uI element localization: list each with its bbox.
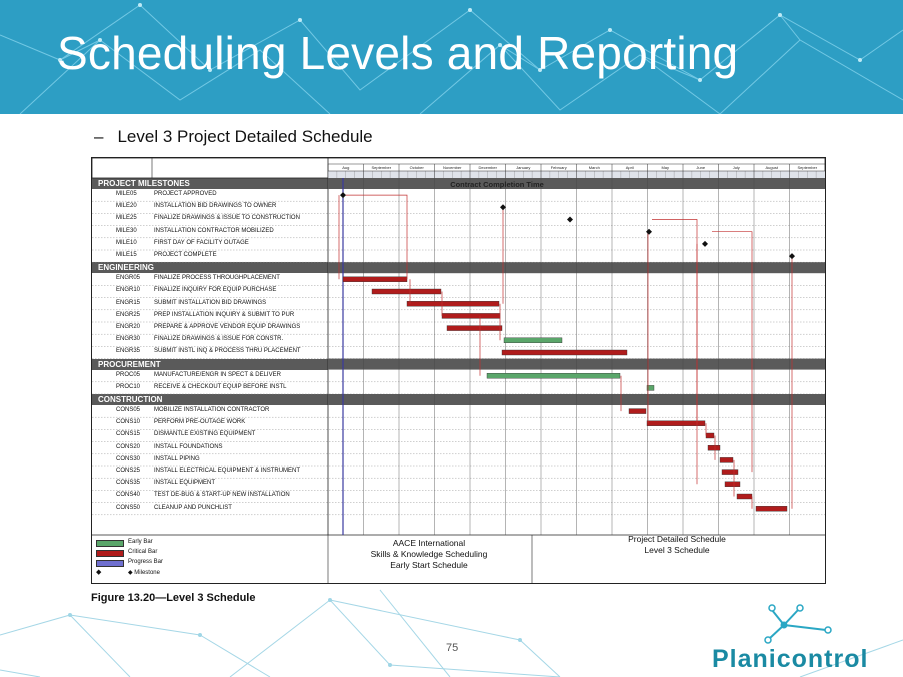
bullet-item [94, 127, 373, 147]
activity-id: MILE30 [116, 227, 137, 234]
activity-id: PROC05 [116, 371, 141, 378]
activity-id: CONS50 [116, 504, 141, 511]
activity-description: RECEIVE & CHECKOUT EQUIP BEFORE INSTL [154, 383, 287, 390]
month-label: Aug [342, 165, 350, 170]
activity-id: CONS10 [116, 419, 141, 426]
activity-description: FINALIZE DRAWINGS & ISSUE TO CONSTRUCTION [154, 215, 300, 222]
critical-bar [756, 506, 787, 511]
critical-bar [502, 350, 627, 355]
activity-id: PROC10 [116, 383, 141, 390]
month-label: March [588, 165, 600, 170]
activity-id: CONS25 [116, 468, 141, 474]
figure-caption: Figure 13.20—Level 3 Schedule [91, 592, 256, 604]
activity-id: CONS30 [116, 455, 141, 462]
legend-label: Early Bar [128, 539, 153, 545]
activity-description: INSTALL PIPING [154, 455, 200, 462]
activity-id: ENGR05 [116, 275, 141, 282]
activity-description: INSTALLATION BID DRAWINGS TO OWNER [154, 203, 277, 210]
legend-label: ◆ Milestone [128, 570, 160, 576]
month-label: February [550, 165, 567, 170]
critical-bar [720, 457, 733, 462]
activity-description: FIRST DAY OF FACILITY OUTAGE [154, 239, 249, 246]
month-label: January [516, 165, 531, 170]
activity-description: INSTALL ELECTRICAL EQUIPMENT & INSTRUMENT [154, 468, 301, 474]
activity-id: MILE20 [116, 203, 137, 210]
milestone-marker [340, 192, 346, 198]
month-label: August [765, 165, 778, 170]
critical-bar [708, 445, 720, 450]
section-label: CONSTRUCTION [98, 395, 163, 404]
activity-description: FINALIZE PROCESS THROUGHPLACEMENT [154, 275, 280, 282]
activity-description: MOBILIZE INSTALLATION CONTRACTOR [154, 407, 270, 413]
critical-bar [725, 482, 740, 487]
milestone-marker [702, 241, 708, 247]
critical-bar [442, 313, 500, 318]
activity-id: MILE25 [116, 215, 137, 222]
activity-description: MANUFACTURE/ENGR IN SPECT & DELIVER [154, 371, 281, 378]
bullet-text: Level 3 Project Detailed Schedule [117, 127, 373, 146]
activity-description: SUBMIT INSTALLATION BID DRAWINGS [154, 299, 267, 306]
schedule-chart [91, 157, 826, 584]
activity-id: ENGR30 [116, 336, 141, 343]
early-bar [504, 338, 562, 343]
milestone-marker [500, 204, 506, 210]
legend-label: Progress Bar [128, 559, 164, 565]
activity-description: FINALIZE DRAWINGS & ISSUE FOR CONSTR. [154, 336, 284, 343]
activity-id: MILE05 [116, 191, 137, 197]
month-label: December [478, 165, 497, 170]
bullet-dash: – [94, 127, 104, 146]
month-label: November [443, 165, 462, 170]
activity-id: CONS15 [116, 431, 141, 438]
footer-right-line: Project Detailed Schedule [628, 534, 726, 544]
critical-bar [407, 301, 499, 306]
activity-id: ENGR20 [116, 324, 141, 330]
activity-description: SUBMIT INSTL INQ & PROCESS THRU PLACEMENT [154, 348, 301, 355]
activity-description: INSTALL EQUIPMENT [154, 480, 216, 487]
month-label: April [625, 165, 634, 170]
footer-right [532, 534, 822, 556]
activity-description: PERFORM PRE-OUTAGE WORK [154, 419, 246, 426]
activity-description: PROJECT COMPLETE [154, 252, 217, 258]
critical-bar [629, 409, 646, 414]
activity-id: CONS40 [116, 492, 141, 499]
month-label: September [797, 165, 818, 170]
activity-description: DISMANTLE EXISTING EQUIPMENT [154, 431, 256, 438]
month-label: October [409, 165, 424, 170]
critical-bar [706, 433, 714, 438]
page-number: 75 [446, 642, 459, 654]
activity-description: FINALIZE INQUIRY FOR EQUIP PURCHASE [154, 287, 277, 294]
footer-center-line: Skills & Knowledge Scheduling [370, 549, 488, 559]
activity-description: PREPARE & APPROVE VENDOR EQUIP DRAWINGS [154, 324, 301, 330]
critical-bar [647, 421, 705, 426]
footer-right-line: Level 3 Schedule [644, 545, 710, 555]
legend-label: Critical Bar [128, 549, 158, 555]
legend-swatch: ◆ [96, 569, 102, 576]
activity-description: INSTALL FOUNDATIONS [154, 443, 223, 450]
brand-logo: Planicontrol [712, 645, 869, 673]
section-label: PROJECT MILESTONES [98, 179, 190, 188]
month-label: May [661, 165, 670, 170]
critical-bar [722, 470, 738, 475]
activity-id: ENGR15 [116, 299, 141, 306]
activity-description: PREP INSTALLATION INQUIRY & SUBMIT TO PUR [154, 311, 295, 318]
month-label: September [371, 165, 392, 170]
slide-title: Scheduling Levels and Reporting [57, 27, 739, 79]
activity-description: CLEANUP AND PUNCHLIST [154, 504, 232, 511]
milestone-marker [646, 229, 652, 235]
activity-id: ENGR10 [116, 287, 141, 294]
activity-id: CONS35 [116, 480, 141, 487]
footer-center [328, 538, 530, 571]
activity-description: PROJECT APPROVED [154, 191, 217, 197]
month-label: July [732, 165, 740, 170]
activity-description: INSTALLATION CONTRACTOR MOBILIZED [154, 227, 274, 234]
legend-swatch [96, 560, 124, 567]
month-label: June [696, 165, 706, 170]
footer-center-line: Early Start Schedule [390, 560, 468, 570]
activity-description: TEST DE-BUG & START-UP NEW INSTALLATION [154, 492, 290, 499]
activity-id: CONS20 [116, 443, 141, 450]
legend-swatch [96, 550, 124, 557]
section-label: PROCUREMENT [98, 359, 161, 369]
milestone-marker [789, 253, 795, 259]
footer-center-line: AACE International [392, 538, 466, 548]
critical-bar [343, 277, 407, 282]
section-label: ENGINEERING [98, 263, 155, 273]
activity-id: ENGR35 [116, 348, 141, 355]
critical-bar [737, 494, 752, 499]
early-bar [487, 373, 620, 378]
annotation: Contract Completion Time [450, 180, 544, 189]
activity-id: CONS05 [116, 407, 141, 413]
critical-bar [447, 326, 502, 331]
gantt-area [92, 158, 825, 583]
activity-id: MILE15 [116, 252, 137, 258]
milestone-marker [567, 217, 573, 223]
critical-bar [372, 289, 441, 294]
activity-id: MILE10 [116, 239, 137, 246]
legend-swatch [96, 540, 124, 547]
activity-id: ENGR25 [116, 311, 141, 318]
